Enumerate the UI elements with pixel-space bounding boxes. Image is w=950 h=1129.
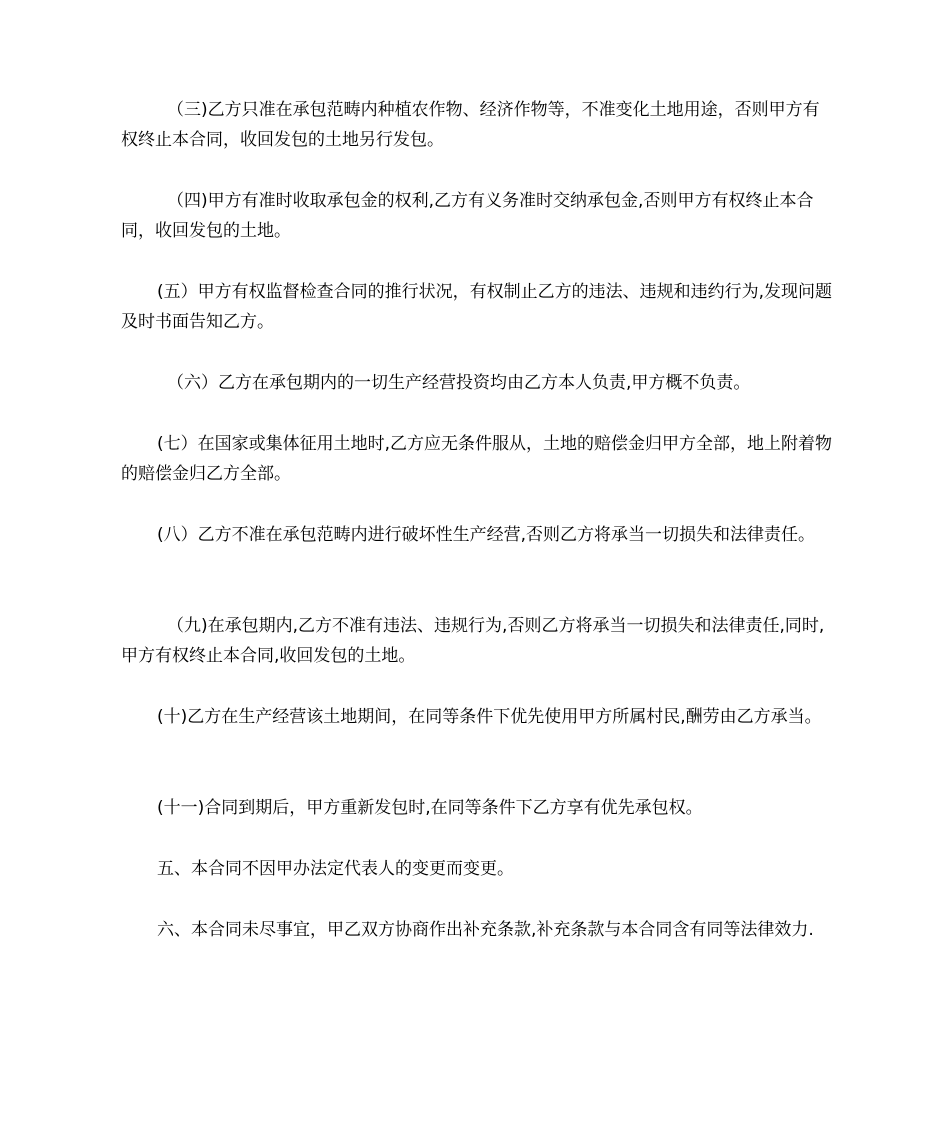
article-6: 六、本合同未尽事宜，甲乙双方协商作出补充条款,补充条款与本合同含有同等法律效力. — [157, 920, 814, 940]
clause-3: （三)乙方只准在承包范畴内种植农作物、经济作物等，不准变化土地用途，否则甲方有权终止本合同，收回发包的土地另行发包。 — [121, 100, 820, 150]
clause-7: (七）在国家或集体征用土地时,乙方应无条件服从，土地的赔偿金归甲方全部，地上附着物的赔偿金归乙方全部。 — [121, 434, 833, 484]
clause-8: (八）乙方不准在承包范畴内进行破坏性生产经营,否则乙方将承当一切损失和法律责任。 — [157, 525, 816, 545]
clause-4: （四)甲方有准时收取承包金的权利,乙方有义务准时交纳承包金,否则甲方有权终止本合同，收回发包的土地。 — [121, 191, 814, 241]
clause-10: (十)乙方在生产经营该土地期间，在同等条件下优先使用甲方所属村民,酬劳由乙方承当。 — [157, 707, 822, 727]
clause-9: （九)在承包期内,乙方不准有违法、违规行为,否则乙方将承当一切损失和法律责任,同时,甲方有权终止本合同,收回发包的土地。 — [121, 616, 825, 666]
clause-5: (五）甲方有权监督检查合同的推行状况，有权制止乙方的违法、违规和违约行为,发现问题及时书面告知乙方。 — [121, 282, 833, 332]
clause-6: （六）乙方在承包期内的一切生产经营投资均由乙方本人负责,甲方概不负责。 — [167, 373, 751, 393]
clause-11: (十一)合同到期后，甲方重新发包时,在同等条件下乙方享有优先承包权。 — [157, 798, 703, 818]
article-5: 五、本合同不因甲办法定代表人的变更而变更。 — [157, 859, 514, 879]
